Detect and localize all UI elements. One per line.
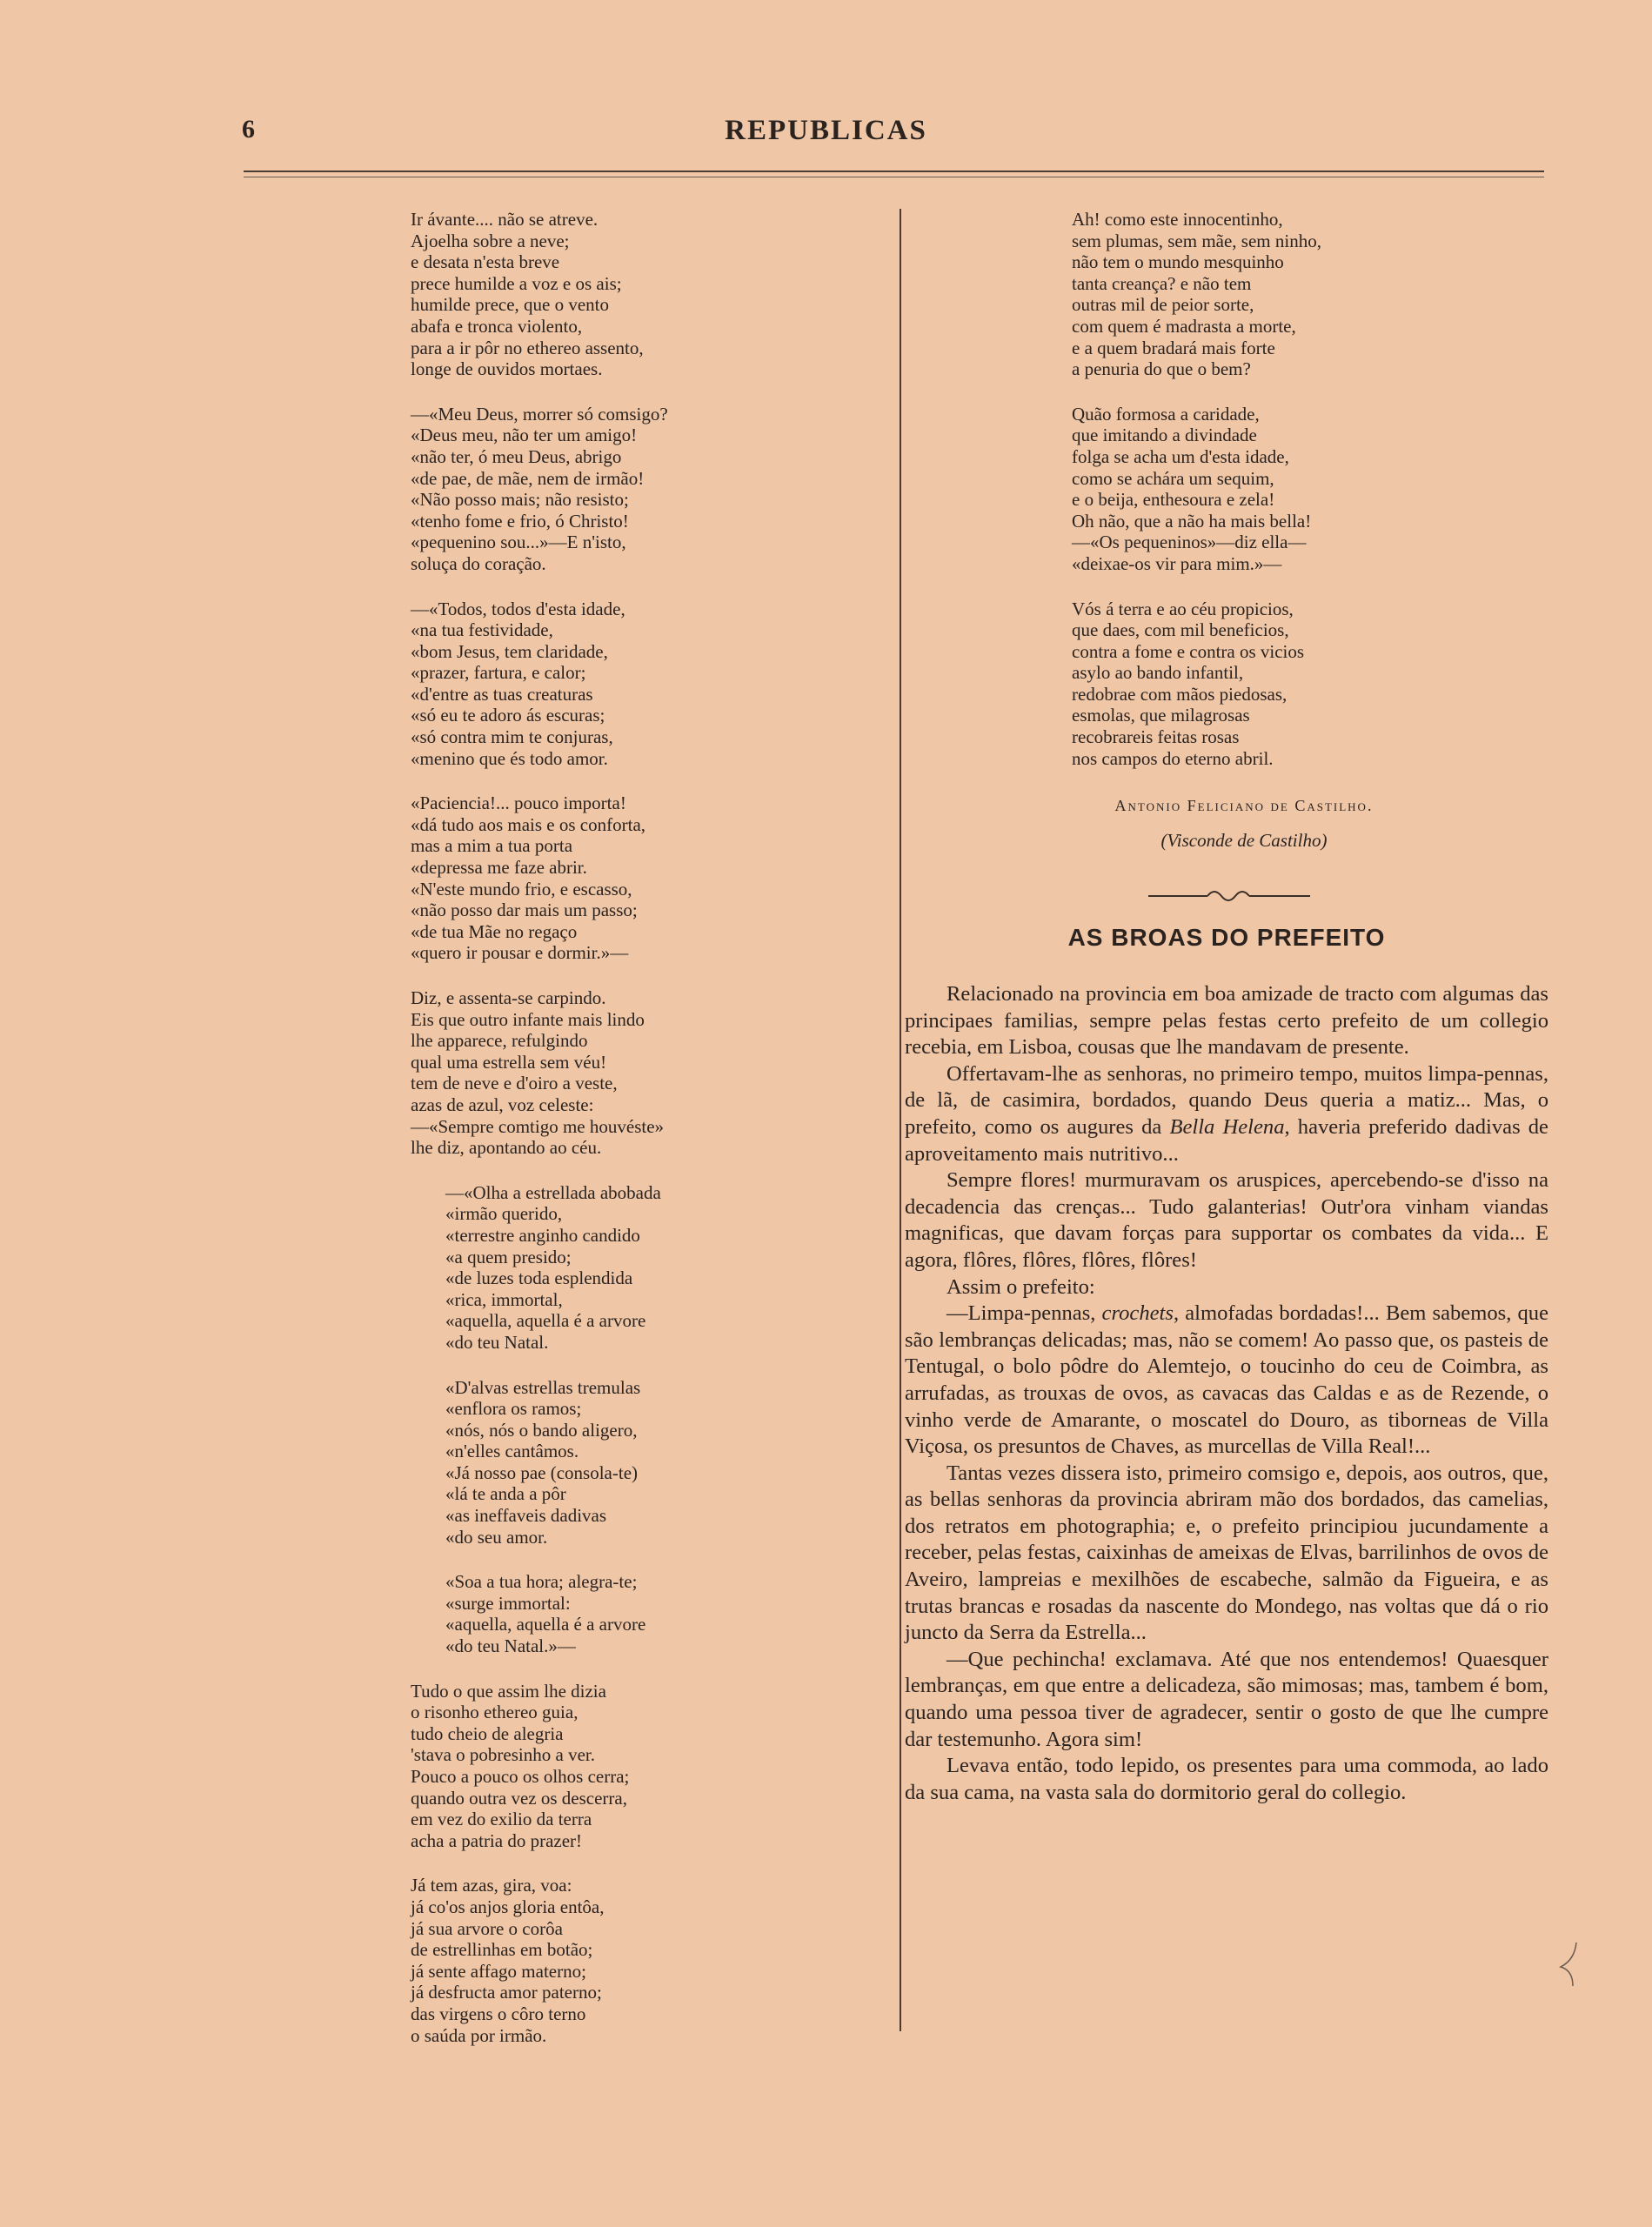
poem-line: «N'este mundo frio, e escasso,: [411, 878, 632, 899]
bracket-mark-icon: [1550, 1938, 1602, 1990]
poem-line: outras mil de peior sorte,: [1072, 294, 1254, 316]
poem-line: prece humilde a voz e os ais;: [411, 272, 622, 294]
poem-line: quando outra vez os descerra,: [411, 1787, 627, 1809]
poem-line: de estrellinhas em botão;: [411, 1939, 593, 1961]
poem-line: «a quem presido;: [445, 1246, 572, 1267]
poem-line: Já tem azas, gira, voa:: [411, 1875, 572, 1896]
poem-line: recobrareis feitas rosas: [1072, 726, 1240, 748]
poem-line: «de pae, de mãe, nem de irmão!: [411, 467, 645, 489]
poem-line: já desfructa amor paterno;: [411, 1982, 602, 2003]
poem-line: —«Os pequeninos»—diz ella—: [1072, 532, 1307, 553]
poem-line: como se achára um sequim,: [1072, 467, 1274, 489]
poem-stanza: [411, 404, 863, 575]
article-paragraph: Levava então, todo lepido, os presentes para uma commoda, ao lado da sua cama, na vasta sala do dormitorio geral do collegio.: [905, 1754, 1548, 1804]
article-paragraph: Tantas vezes dissera isto, primeiro comsigo e, depois, aos outros, que, as bellas senhoras da provincia abriram mão dos bordados, das camelias, dos retratos em photographia; e, o prefeito principiou jucundamente a receber, pelas festas, caixinhas de ameixas de Elvas, barrilinhos de ovos de Aveiro, lampreias e mexilhões de escabeche, salmão da Figueira, e as trutas brancas e rosadas da nascente do Mondego, nas voltas que dá o rio juncto da Serra da Estrella...: [905, 1461, 1548, 1645]
masthead-title: REPUBLICAS: [725, 115, 927, 146]
poem-line: —«Olha a estrellada abobada: [445, 1181, 661, 1203]
poem-line: «d'entre as tuas creaturas: [411, 683, 593, 705]
poem-stanza: [1072, 209, 1455, 380]
poem-stanza: [445, 1377, 863, 1548]
poem-line: das virgens o côro terno: [411, 2003, 586, 2024]
poem-line: «do teu Natal.: [445, 1331, 549, 1353]
poem-line: «Soa a tua hora; alegra-te;: [445, 1571, 638, 1593]
poem-line: «só contra mim te conjuras,: [411, 726, 613, 748]
poem-line: acha a patria do prazer!: [411, 1829, 583, 1851]
article-paragraph: Assim o prefeito:: [946, 1274, 1095, 1299]
article-title: AS BROAS DO PREFEITO: [1067, 924, 1386, 951]
poem-stanza: [1072, 404, 1455, 575]
article-paragraph: Offertavam-lhe as senhoras, no primeiro tempo, muitos limpa-pennas, de lã, de casimira, bordados, quando Deus queria a matiz... Mas, o prefeito, como os augures da Bella Helena, haveria preferido dadivas de aproveitamento mais nutritivo...: [905, 1061, 1548, 1166]
poem-line: tanta creança? e não tem: [1072, 272, 1252, 294]
article-paragraph: —Que pechincha! exclamava. Até que nos entendemos! Quaesquer lembranças, em que entre a delicadeza, são mimosas; mas, tambem é bom, quando uma pessoa tiver de agradecer, sentir o gosto de que lhe cumpre dar testemunho. Agora sim!: [905, 1647, 1548, 1751]
poem-line: azas de azul, voz celeste:: [411, 1093, 594, 1115]
poem-stanza: [1072, 599, 1455, 770]
poem-line: «nós, nós o bando aligero,: [445, 1419, 638, 1441]
poem-line: «não ter, ó meu Deus, abrigo: [411, 445, 622, 467]
poem-line: que imitando a divindade: [1072, 425, 1257, 446]
poem-line: já co'os anjos gloria entôa,: [411, 1896, 605, 1917]
article-paragraph: —Limpa-pennas, crochets, almofadas bordadas!... Bem sabemos, que são lembranças delicadas; mas, não se comem! Ao passo que, os pasteis de Tentugal, o bolo pôdre do Alemtejo, o toucinho do ceu de Coimbra, as arrufadas, as trouxas de ovos, as cavacas das Caldas e as de Rezende, o vinho verde de Amarante, o moscatel do Douro, as tiborneas de Villa Viçosa, os presuntos de Chaves, as murcellas de Villa Real!...: [905, 1301, 1548, 1459]
poem-line: e o beija, enthesoura e zela!: [1072, 489, 1275, 511]
poem-line: «Não posso mais; não resisto;: [411, 489, 629, 511]
poem-line: com quem é madrasta a morte,: [1072, 315, 1296, 337]
poem-line: abafa e tronca violento,: [411, 315, 583, 337]
poem-line: «só eu te adoro ás escuras;: [411, 705, 605, 726]
poem-line: tem de neve e d'oiro a veste,: [411, 1073, 618, 1094]
poem-line: qual uma estrella sem véu!: [411, 1051, 607, 1073]
poem-line: —«Meu Deus, morrer só comsigo?: [411, 403, 668, 425]
ornament-divider-icon: [1147, 880, 1312, 912]
poem-stanza: [411, 1681, 863, 1852]
poem-stanza: [411, 987, 863, 1159]
poem-line: redobrae com mãos piedosas,: [1072, 683, 1287, 705]
article-body: [905, 981, 1548, 1806]
poem-line: não tem o mundo mesquinho: [1072, 251, 1284, 273]
poem-line: humilde prece, que o vento: [411, 294, 610, 316]
header-rule: [244, 171, 1544, 172]
poem-line: «do seu amor.: [445, 1526, 548, 1548]
poem-stanza: [411, 209, 863, 380]
poem-line: Tudo o que assim lhe dizia: [411, 1680, 606, 1702]
poem-line: a penuria do que o bem?: [1072, 358, 1251, 380]
poem-line: «rica, immortal,: [445, 1288, 563, 1310]
poem-line: tudo cheio de alegria: [411, 1722, 564, 1744]
poem-line: Pouco a pouco os olhos cerra;: [411, 1766, 630, 1787]
poem-line: longe de ouvidos mortaes.: [411, 358, 603, 380]
poem-line: «as ineffaveis dadivas: [445, 1505, 607, 1527]
poem-line: Diz, e assenta-se carpindo.: [411, 987, 606, 1008]
poem-line: «não posso dar mais um passo;: [411, 899, 638, 921]
poem-line: Quão formosa a caridade,: [1072, 403, 1260, 425]
poem-line: «Paciencia!... pouco importa!: [411, 792, 626, 814]
article-paragraph: Relacionado na provincia em boa amizade de tracto com algumas das principaes familias, sempre pelas festas certo prefeito de um collegio recebia, em Lisboa, cousas que lhe mandavam de presente.: [905, 982, 1548, 1060]
poem-line: Ajoelha sobre a neve;: [411, 230, 570, 251]
poem-author-pseudonym: (Visconde de Castilho): [1160, 830, 1328, 851]
page-number: 6: [242, 115, 255, 144]
poem-line: Ah! como este innocentinho,: [1072, 209, 1283, 230]
poem-line: folga se acha um d'esta idade,: [1072, 445, 1289, 467]
poem-line: Oh não, que a não ha mais bella!: [1072, 510, 1312, 532]
poem-line: —«Sempre comtigo me houvéste»: [411, 1115, 665, 1137]
poem-line: «pequenino sou...»—E n'isto,: [411, 532, 626, 553]
poem-line: «depressa me faze abrir.: [411, 857, 587, 879]
right-poem-column: [1072, 209, 1455, 792]
poem-line: já sente affago materno;: [411, 1960, 586, 1982]
poem-line: 'stava o pobresinho a ver.: [411, 1744, 595, 1766]
poem-line: «de tua Mãe no regaço: [411, 920, 578, 942]
poem-line: «lá te anda a pôr: [445, 1483, 566, 1505]
poem-line: o risonho ethereo guia,: [411, 1702, 579, 1723]
poem-line: «bom Jesus, tem claridade,: [411, 640, 608, 662]
poem-line: lhe apparece, refulgindo: [411, 1030, 588, 1052]
poem-line: e desata n'esta breve: [411, 251, 560, 273]
poem-line: lhe diz, apontando ao céu.: [411, 1137, 602, 1159]
poem-line: «menino que és todo amor.: [411, 747, 608, 769]
poem-line: «aquella, aquella é a arvore: [445, 1614, 646, 1635]
poem-line: e a quem bradará mais forte: [1072, 337, 1275, 358]
poem-line: soluça do coração.: [411, 552, 546, 574]
poem-stanza: [411, 599, 863, 770]
poem-line: «dá tudo aos mais e os conforta,: [411, 813, 646, 835]
poem-line: «irmão querido,: [445, 1203, 563, 1225]
poem-line: «tenho fome e frio, ó Christo!: [411, 510, 629, 532]
poem-line: já sua arvore o corôa: [411, 1917, 563, 1939]
poem-line: mas a mim a tua porta: [411, 835, 573, 857]
poem-line: «quero ir pousar e dormir.»—: [411, 942, 629, 964]
poem-line: «prazer, fartura, e calor;: [411, 662, 586, 684]
poem-line: «de luzes toda esplendida: [445, 1267, 633, 1289]
poem-line: Ir ávante.... não se atreve.: [411, 209, 599, 230]
poem-line: sem plumas, sem mãe, sem ninho,: [1072, 230, 1321, 251]
poem-line: asylo ao bando infantil,: [1072, 662, 1244, 684]
poem-line: «deixae-os vir para mim.»—: [1072, 552, 1282, 574]
author-name: Antonio Feliciano de Castilho.: [1114, 797, 1374, 814]
poem-line: «surge immortal:: [445, 1592, 571, 1614]
poem-line: «do teu Natal.»—: [445, 1635, 576, 1657]
poem-line: «Já nosso pae (consola-te): [445, 1461, 639, 1483]
poem-line: em vez do exilio da terra: [411, 1809, 592, 1830]
poem-line: «enflora os ramos;: [445, 1398, 582, 1420]
poem-line: nos campos do eterno abril.: [1072, 747, 1274, 769]
poem-line: «Deus meu, não ter um amigo!: [411, 425, 638, 446]
poem-line: contra a fome e contra os vicios: [1072, 640, 1305, 662]
poem-line: «na tua festividade,: [411, 619, 553, 641]
left-poem-column: [411, 209, 863, 2070]
poem-line: «n'elles cantâmos.: [445, 1441, 579, 1462]
poem-line: o saúda por irmão.: [411, 2024, 547, 2046]
poem-stanza: [445, 1182, 863, 1354]
poem-line: que daes, com mil beneficios,: [1072, 619, 1289, 641]
poem-line: «terrestre anginho candido: [445, 1224, 640, 1246]
poem-line: «aquella, aquella é a arvore: [445, 1310, 646, 1332]
poem-stanza: [411, 792, 863, 964]
poem-stanza: [411, 1875, 863, 2046]
poem-line: esmolas, que milagrosas: [1072, 705, 1250, 726]
article-paragraph: Sempre flores! murmuravam os aruspices, apercebendo-se d'isso na decadencia das crenças... Tudo galanterias! Outr'ora vinham viandas magnificas, que davam forças para supportar os combates da vida... E agora, flôres, flôres, flôres, flôres!: [905, 1168, 1548, 1272]
poem-stanza: [445, 1571, 863, 1656]
poem-line: Vós á terra e ao céu propicios,: [1072, 598, 1294, 619]
poem-line: —«Todos, todos d'esta idade,: [411, 598, 625, 619]
poem-line: «D'alvas estrellas tremulas: [445, 1376, 641, 1398]
poem-line: Eis que outro infante mais lindo: [411, 1008, 645, 1030]
poem-line: para a ir pôr no ethereo assento,: [411, 337, 644, 358]
column-divider: [900, 209, 901, 2031]
poem-author: [940, 797, 1548, 815]
